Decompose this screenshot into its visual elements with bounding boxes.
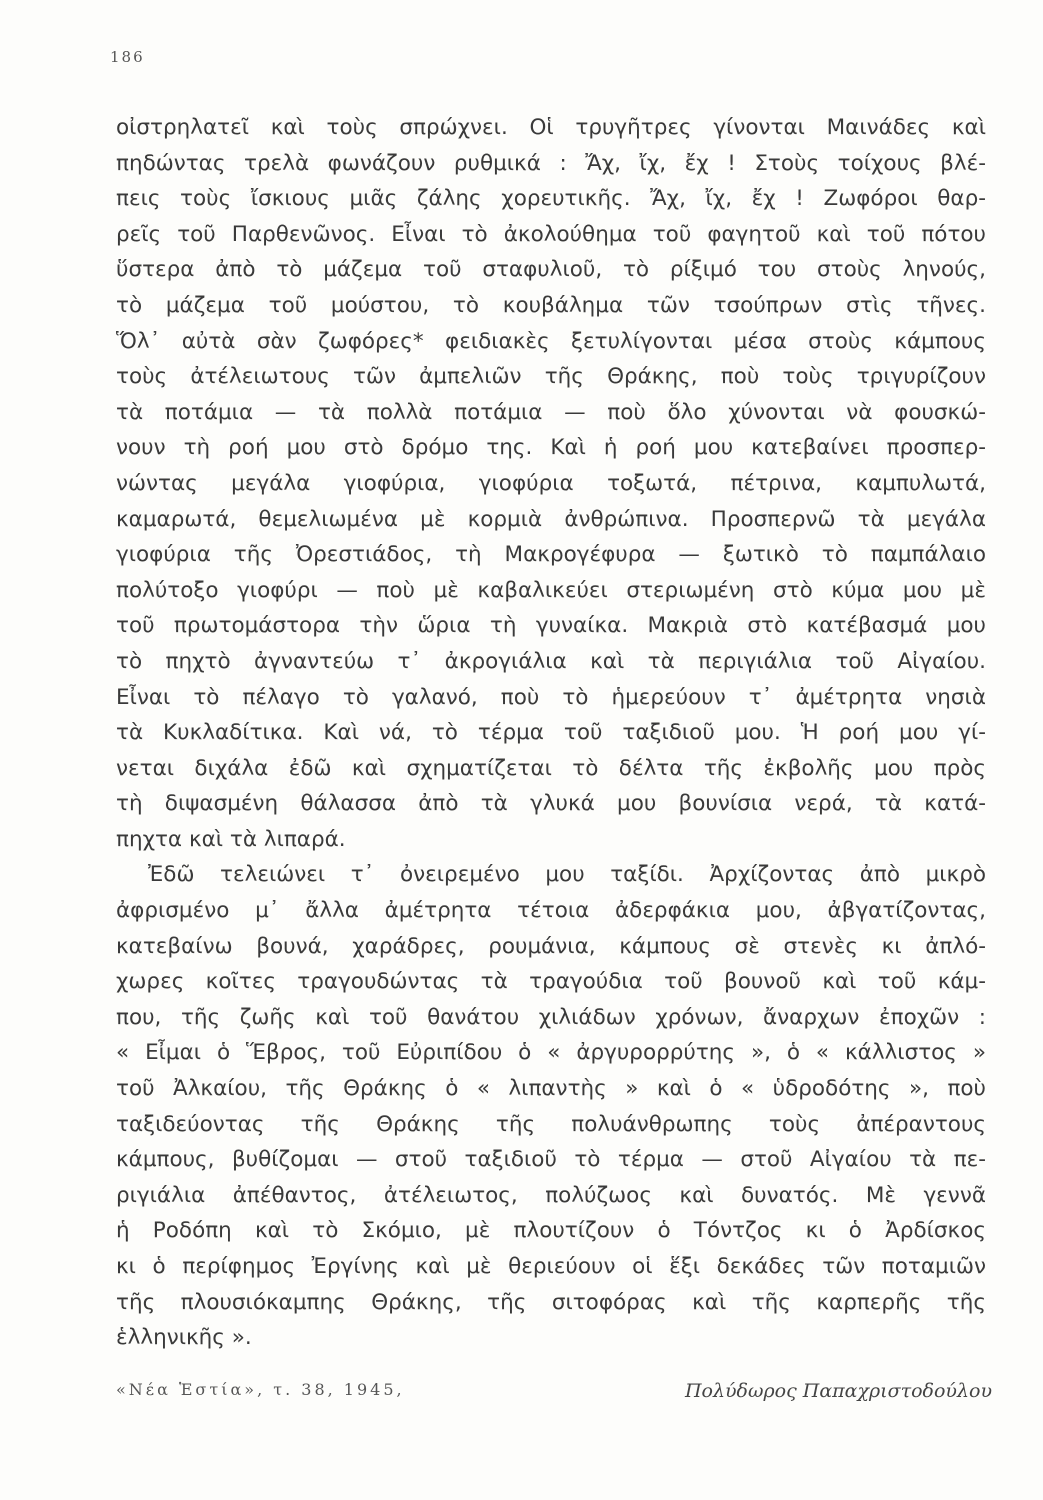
text-line: τῆς πλουσιόκαμπης Θράκης, τῆς σιτοφόρας καὶ τῆς καρπερῆς τῆς (116, 1289, 986, 1315)
text-line: ταξιδεύοντας τῆς Θράκης τῆς πολυάνθρωπης τοὺς ἀπέραντους (116, 1111, 986, 1137)
text-line: τὸ πηχτὸ ἀγναντεύω τ᾽ ἀκρογιάλια καὶ τὰ περιγιάλια τοῦ Αἰγαίου. (116, 648, 986, 674)
page-number: 186 (110, 48, 145, 66)
text-line: κάμπους, βυθίζομαι — στοῦ ταξιδιοῦ τὸ τέρμα — στοῦ Αἰγαίου τὰ πε- (116, 1147, 986, 1173)
footer (116, 1380, 992, 1410)
text-line: καμαρωτά, θεμελιωμένα μὲ κορμιὰ ἀνθρώπινα. Προσπερνῶ τὰ μεγάλα (116, 506, 986, 532)
text-line: νουν τὴ ροή μου στὸ δρόμο της. Καὶ ἡ ροή μου κατεβαίνει προσπερ- (116, 435, 986, 461)
source-citation: «Νέα Ἑστία», τ. 38, 1945, (116, 1380, 405, 1399)
text-line: νεται διχάλα ἐδῶ καὶ σχηματίζεται τὸ δέλτα τῆς ἐκβολῆς μου πρὸς (116, 755, 986, 781)
text-line: χωρες κοῖτες τραγουδώντας τὰ τραγούδια τοῦ βουνοῦ καὶ τοῦ κάμ- (116, 969, 986, 995)
text-line: κι ὁ περίφημος Ἐργίνης καὶ μὲ θεριεύουν οἱ ἕξι δεκάδες τῶν ποταμιῶν (116, 1254, 986, 1279)
text-line: τὴ διψασμένη θάλασσα ἀπὸ τὰ γλυκά μου βουνίσια νερά, τὰ κατά- (116, 791, 986, 817)
text-line: ριγιάλια ἀπέθαντος, ἀτέλειωτος, πολύζωος καὶ δυνατός. Μὲ γεννᾶ (116, 1182, 986, 1208)
text-line: νώντας μεγάλα γιοφύρια, γιοφύρια τοξωτά, πέτρινα, καμπυλωτά, (116, 470, 986, 496)
text-line: πολύτοξο γιοφύρι — ποὺ μὲ καβαλικεύει στεριωμένη στὸ κύμα μου μὲ (116, 577, 986, 603)
text-line: Ὅλ᾽ αὐτὰ σὰν ζωφόρες* φειδιακὲς ξετυλίγονται μέσα στοὺς κάμπους (116, 328, 986, 354)
text-line: τοῦ Ἀλκαίου, τῆς Θράκης ὁ « λιπαντὴς » καὶ ὁ « ὑδροδότης », ποὺ (116, 1076, 986, 1102)
text-line: ὕστερα ἀπὸ τὸ μάζεμα τοῦ σταφυλιοῦ, τὸ ρίξιμό του στοὺς ληνούς, (116, 257, 986, 283)
text-line: πεις τοὺς ἴσκιους μιᾶς ζάλης χορευτικῆς. Ἄχ, ἴχ, ἔχ ! Ζωφόροι θαρ- (116, 186, 986, 212)
text-line: ἡ Ροδόπη καὶ τὸ Σκόμιο, μὲ πλουτίζουν ὁ Τόντζος κι ὁ Ἀρδίσκος (116, 1218, 986, 1244)
text-line: ἑλληνικῆς ». (116, 1325, 252, 1351)
text-line: Ἐδῶ τελειώνει τ᾽ ὀνειρεμένο μου ταξίδι. Ἀρχίζοντας ἀπὸ μικρὸ (148, 862, 986, 888)
text-line: « Εἶμαι ὁ Ἕβρος, τοῦ Εὐριπίδου ὁ « ἀργυρορρύτης », ὁ « κάλλιστος » (116, 1040, 986, 1066)
text-line: ρεῖς τοῦ Παρθενῶνος. Εἶναι τὸ ἀκολούθημα τοῦ φαγητοῦ καὶ τοῦ πότου (116, 221, 986, 247)
author-name: Πολύδωρος Παπαχριστοδούλου (684, 1380, 992, 1402)
text-line: τὰ Κυκλαδίτικα. Καὶ νά, τὸ τέρμα τοῦ ταξιδιοῦ μου. Ἡ ροή μου γί- (116, 720, 986, 746)
text-line: κατεβαίνω βουνά, χαράδρες, ρουμάνια, κάμπους σὲ στενὲς κι ἀπλό- (116, 933, 986, 959)
text-line: τὸ μάζεμα τοῦ μούστου, τὸ κουβάλημα τῶν τσούπρων στὶς τῆνες. (116, 292, 986, 318)
text-line: τοῦ πρωτομάστορα τὴν ὥρια τὴ γυναίκα. Μακριὰ στὸ κατέβασμά μου (116, 613, 986, 639)
text-line: πηχτα καὶ τὰ λιπαρά. (116, 826, 346, 852)
text-line: πηδώντας τρελὰ φωνάζουν ρυθμικά : Ἄχ, ἴχ, ἔχ ! Στοὺς τοίχους βλέ- (116, 150, 986, 176)
text-line: γιοφύρια τῆς Ὀρεστιάδος, τὴ Μακρογέφυρα — ξωτικὸ τὸ παμπάλαιο (116, 542, 986, 568)
text-line: ἀφρισμένο μ᾽ ἄλλα ἀμέτρητα τέτοια ἀδερφάκια μου, ἀβγατίζοντας, (116, 898, 986, 924)
text-line: τὰ ποτάμια — τὰ πολλὰ ποτάμια — ποὺ ὅλο χύνονται νὰ φουσκώ- (116, 399, 986, 425)
text-line: που, τῆς ζωῆς καὶ τοῦ θανάτου χιλιάδων χρόνων, ἄναρχων ἐποχῶν : (116, 1004, 986, 1030)
text-line: Εἶναι τὸ πέλαγο τὸ γαλανό, ποὺ τὸ ἡμερεύουν τ᾽ ἀμέτρητα νησιὰ (116, 684, 986, 710)
text-line: οἰστρηλατεῖ καὶ τοὺς σπρώχνει. Οἱ τρυγῆτρες γίνονται Μαινάδες καὶ (116, 115, 986, 140)
text-line: τοὺς ἀτέλειωτους τῶν ἀμπελιῶν τῆς Θράκης, ποὺ τοὺς τριγυρίζουν (116, 364, 986, 390)
body-text (116, 110, 986, 1356)
